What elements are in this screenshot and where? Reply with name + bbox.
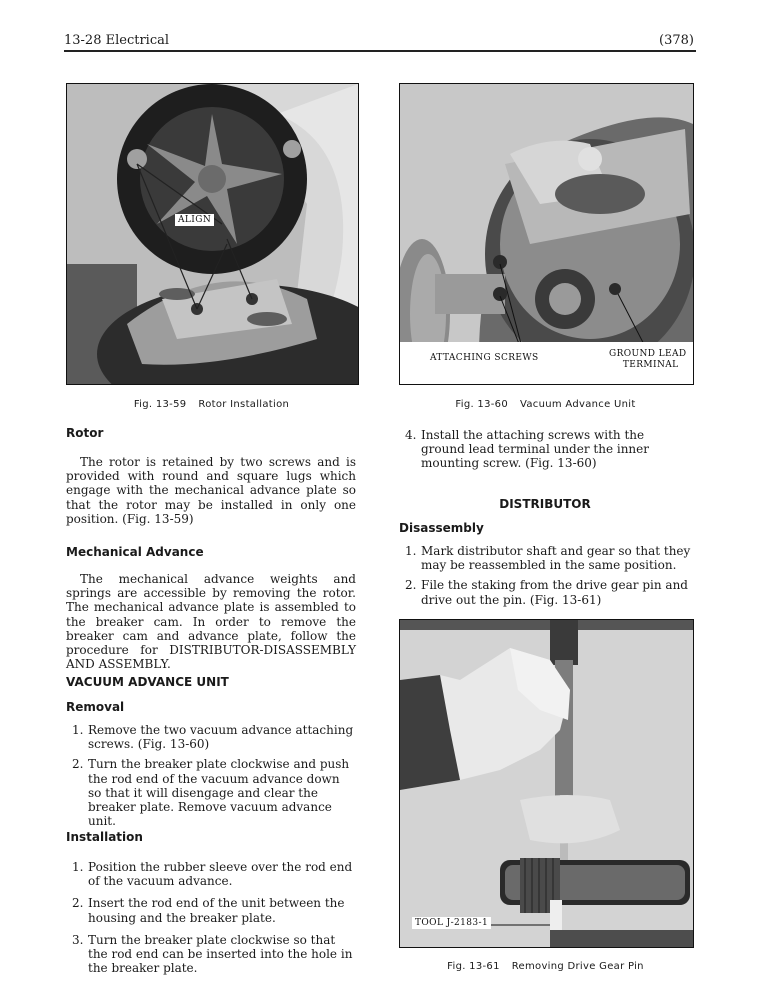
- rotor-heading: Rotor: [66, 426, 104, 440]
- installation-steps: [66, 860, 356, 981]
- list-item: [66, 860, 356, 888]
- ground-lead-label-line2: TERMINAL: [622, 360, 679, 370]
- step-number: 2.: [405, 578, 417, 593]
- step-number: 1.: [405, 544, 417, 558]
- figure-13-61-photo: [399, 619, 694, 948]
- figure-13-59-photo: [66, 83, 359, 385]
- step-number: 1.: [72, 723, 84, 737]
- mechanical-advance-paragraph: The mechanical advance weights and springs are accessible by removing the rotor. The mechanical advance plate is assembled to the breaker cam. In order to remove the breaker cam and advance plate, follow the procedure for DISTRIBUTOR-DISASSEMBLY AND ASSEMBLY.: [66, 572, 356, 672]
- ground-lead-label: [606, 348, 690, 372]
- figure-number: Fig. 13-59: [133, 399, 187, 410]
- step-text: Turn the breaker plate clockwise and push the rod end of the vacuum advance down so that it will disengage and clear the breaker plate. Remove vacuum advance unit.: [88, 757, 350, 829]
- figure-13-59-caption: [66, 399, 357, 410]
- step-text: Remove the two vacuum advance attaching screws. (Fig. 13-60): [88, 723, 354, 752]
- list-item: [399, 428, 691, 471]
- figure-title: Removing Drive Gear Pin: [511, 961, 644, 972]
- installation-heading: Installation: [66, 830, 143, 844]
- installation-step-4: [399, 428, 691, 477]
- distributor-heading: DISTRIBUTOR: [499, 497, 591, 511]
- figure-13-60-photo: [399, 83, 694, 385]
- list-item: [399, 544, 691, 572]
- step-number: 2.: [72, 757, 84, 772]
- step-text: Mark distributor shaft and gear so that they may be reassembled in the same position.: [421, 544, 691, 573]
- step-text: File the staking from the drive gear pin and drive out the pin. (Fig. 13-61): [421, 578, 688, 607]
- header-rule: [64, 50, 696, 52]
- vacuum-advance-heading: VACUUM ADVANCE UNIT: [66, 675, 229, 689]
- step-number: 1.: [72, 860, 84, 874]
- align-label: ALIGN: [175, 214, 214, 226]
- removal-steps: [66, 723, 356, 834]
- list-item: [66, 757, 356, 828]
- list-item: [66, 723, 356, 751]
- step-text: Turn the breaker plate clockwise so that the rod end can be inserted into the hole in the breaker plate.: [88, 932, 353, 976]
- attaching-screws-label: ATTACHING SCREWS: [427, 352, 542, 364]
- step-text: Position the rubber sleeve over the rod end of the vacuum advance.: [88, 860, 353, 889]
- page-header: [64, 33, 694, 51]
- figure-title: Rotor Installation: [198, 399, 290, 410]
- step-text: Insert the rod end of the unit between the housing and the breaker plate.: [88, 896, 345, 925]
- list-item: [66, 933, 356, 976]
- removing-drive-gear-pin-photo: [400, 620, 693, 947]
- step-number: 2.: [72, 896, 84, 911]
- step-text: Install the attaching screws with the ground lead terminal under the inner mounting screw. (Fig. 13-60): [421, 428, 649, 471]
- step-number: 3.: [72, 932, 84, 947]
- page-reference: 13-28 Electrical: [64, 33, 170, 48]
- rotor-paragraph: The rotor is retained by two screws and is provided with round and square lugs which engage with the mechanical advance plate so that the rotor may be installed in only one position. (Fig. 13-59): [66, 455, 356, 526]
- ground-lead-label-line1: GROUND LEAD: [609, 349, 687, 359]
- page-number: (378): [659, 33, 694, 48]
- disassembly-steps: [399, 544, 691, 613]
- figure-number: Fig. 13-61: [447, 961, 500, 972]
- figure-number: Fig. 13-60: [455, 399, 508, 410]
- disassembly-heading: Disassembly: [399, 521, 484, 535]
- figure-13-61-caption: [399, 961, 692, 972]
- tool-label: TOOL J-2183-1: [412, 917, 491, 929]
- rotor-installation-photo: [67, 84, 358, 384]
- mechanical-advance-heading: Mechanical Advance: [66, 545, 204, 559]
- removal-heading: Removal: [66, 700, 125, 714]
- figure-title: Vacuum Advance Unit: [520, 399, 636, 410]
- step-number: 4.: [405, 428, 417, 442]
- list-item: [399, 578, 691, 606]
- vacuum-advance-photo: [400, 84, 693, 384]
- figure-13-60-caption: [399, 399, 692, 410]
- list-item: [66, 896, 356, 924]
